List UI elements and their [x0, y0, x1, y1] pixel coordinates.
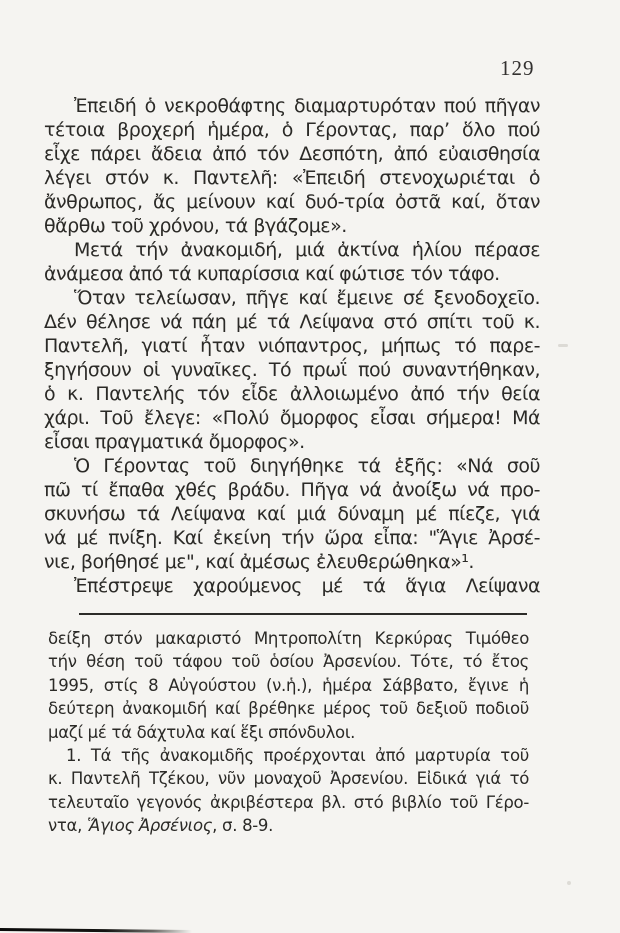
- footnote-line: [48, 814, 529, 837]
- footnote-line: μαζί μέ τά δάχτυλα καί ἕξι σπόνδυλοι.: [48, 722, 356, 742]
- footnote-text: ντα,: [48, 816, 88, 836]
- text-line: Δέν θέλησε νά πάη μέ τά Λείψανα στό σπίτι τοῦ κ.: [44, 311, 540, 333]
- text-line: νιε, βοήθησέ με", καί ἀμέσως ἐλευθερώθηκα»¹.: [44, 551, 474, 573]
- scan-edge-artifact: [0, 928, 192, 933]
- text-line: ξηγήσουν οἱ γυναῖκες. Τό πρωΐ πού συναντήθηκαν,: [44, 359, 540, 381]
- text-line: τέτοια βροχερή ἡμέρα, ὁ Γέροντας, παρ’ ὅλο πού: [44, 119, 540, 141]
- footnote-line: 1. Τά τῆς ἀνακομιδῆς προέρχονται ἀπό μαρτυρία τοῦ: [66, 745, 529, 765]
- body-text: [44, 94, 540, 598]
- footnote-line: 1995, στίς 8 Αὐγούστου (ν.ἡ.), ἡμέρα Σάββατο, ἔγινε ἡ: [48, 675, 529, 695]
- footnote-line: κ. Παντελῆ Τζέκου, νῦν μοναχοῦ Ἀρσενίου. Εἰδικά γιά τό: [48, 769, 529, 789]
- text-line: Μετά τήν ἀνακομιδή, μιά ἀκτίνα ἡλίου πέρασε: [74, 239, 540, 261]
- text-line: λέγει στόν κ. Παντελῆ: «Ἐπειδή στενοχωριέται ὁ: [44, 167, 540, 189]
- scan-speck: [567, 881, 571, 885]
- text-line: πῶ τί ἔπαθα χθές βράδυ. Πῆγα νά ἀνοίξω νά προ-: [44, 479, 540, 501]
- text-line: θἄρθω τοῦ χρόνου, τά βγάζομε».: [44, 215, 347, 237]
- footnote-line: τήν θέση τοῦ τάφου τοῦ ὁσίου Ἀρσενίου. Τότε, τό ἔτος: [48, 652, 529, 672]
- scan-speck: [558, 344, 568, 347]
- footnote-rule: [79, 613, 527, 615]
- footnote-text: , σ. 8-9.: [212, 816, 274, 836]
- text-line: σκυνήσω τά Λείψανα καί μιά δύναμη μέ πίεζε, γιά: [44, 503, 540, 525]
- footnote-line: δεύτερη ἀνακομιδή καί βρέθηκε μέρος τοῦ δεξιοῦ ποδιοῦ: [48, 699, 529, 719]
- text-line: χάρι. Τοῦ ἔλεγε: «Πολύ ὄμορφος εἶσαι σήμερα! Μά: [44, 407, 540, 429]
- text-line: ἄνθρωπος, ἄς μείνουν καί δυό-τρία ὀστᾶ καί, ὅταν: [44, 191, 540, 213]
- text-line: νά μέ πνίξη. Καί ἐκείνη τήν ὥρα εἶπα: "Ἅγιε Ἀρσέ-: [44, 527, 540, 549]
- text-line: εἶχε πάρει ἄδεια ἀπό τόν Δεσπότη, ἀπό εὐαισθησία: [44, 143, 540, 165]
- text-line: ὁ κ. Παντελής τόν εἶδε ἀλλοιωμένο ἀπό τήν θεία: [44, 383, 540, 405]
- page-number: 129: [500, 56, 535, 80]
- text-line: εἶσαι πραγματικά ὄμορφος».: [44, 431, 305, 453]
- text-line: Ὁ Γέροντας τοῦ διηγήθηκε τά ἑξῆς: «Νά σοῦ: [74, 455, 540, 477]
- text-line: Ἐπέστρεψε χαρούμενος μέ τά ἅγια Λείψανα: [74, 575, 540, 597]
- text-line: Ἐπειδή ὁ νεκροθάφτης διαμαρτυρόταν πού πῆγαν: [74, 95, 540, 117]
- text-line: Παντελῆ, γιατί ἦταν νιόπαντρος, μήπως τό παρε-: [44, 335, 540, 357]
- footnote-line: τελευταῖο γεγονός ἀκριβέστερα βλ. στό βιβλίο τοῦ Γέρο-: [48, 792, 529, 812]
- book-title-italic: Ἅγιος Ἀρσένιος: [87, 816, 213, 836]
- footnote-line: δείξη στόν μακαριστό Μητροπολίτη Κερκύρας Τιμόθεο: [48, 629, 529, 648]
- text-line: Ὅταν τελείωσαν, πῆγε καί ἔμεινε σέ ξενοδοχεῖο.: [74, 287, 540, 309]
- text-line: ἀνάμεσα ἀπό τά κυπαρίσσια καί φώτισε τόν τάφο.: [44, 263, 500, 285]
- footnote-block: [48, 627, 529, 838]
